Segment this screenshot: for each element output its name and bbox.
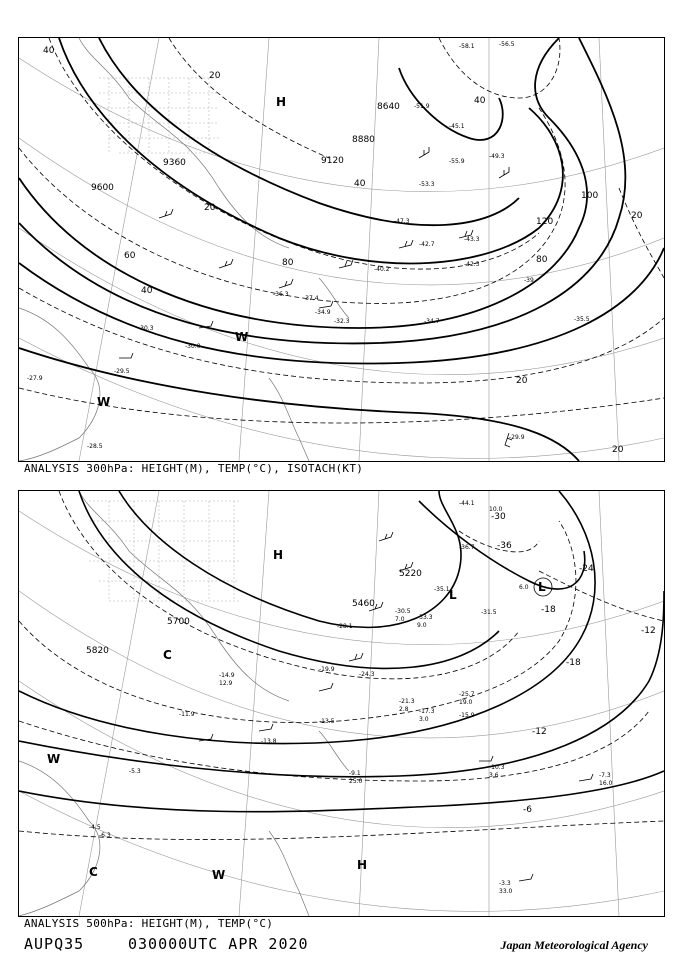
temp-label: -9.1	[349, 770, 361, 777]
temp-label: -42.3	[464, 261, 480, 268]
dewpoint-label: 3.6	[489, 772, 499, 779]
dewpoint-label: 19.0	[459, 699, 473, 706]
chart-code: AUPQ35	[24, 935, 85, 953]
isotach-label: 20	[631, 211, 643, 221]
warm-center-label: W	[97, 395, 111, 409]
temp-label: -40.2	[374, 266, 390, 273]
temp-label: -7.3	[599, 772, 611, 779]
map-500hpa	[18, 490, 665, 917]
temp-label: -27.9	[27, 375, 43, 382]
graticule	[19, 491, 664, 916]
temp-label: -29.9	[509, 434, 525, 441]
height-label: 5700	[167, 617, 190, 627]
temp-label: -39	[524, 277, 534, 284]
high-center-label: H	[273, 548, 284, 562]
temp-label: -45.1	[449, 123, 465, 130]
height-label: 5820	[86, 646, 109, 656]
temp-label: -47.3	[394, 218, 410, 225]
isotach-label: 20	[204, 203, 216, 213]
temp-label: -32.3	[334, 318, 350, 325]
dewpoint-label: 3.0	[419, 716, 429, 723]
isotach-label: 20	[612, 445, 624, 455]
temp-label: -17.3	[419, 708, 435, 715]
cold-center-label: C	[163, 648, 172, 662]
temp-label: -49.3	[489, 153, 505, 160]
panel-300-caption: ANALYSIS 300hPa: HEIGHT(M), TEMP(°C), ISOTACH(KT)	[24, 462, 364, 475]
temp-label: -31.5	[481, 609, 497, 616]
temp-label: -15.9	[459, 712, 475, 719]
temp-label: -36.7	[459, 544, 475, 551]
temp-label: -13.5	[319, 718, 335, 725]
temp-label: -43.3	[464, 236, 480, 243]
temp-label: -28.5	[87, 443, 103, 450]
isotherm-label: -18	[566, 658, 581, 668]
isotach-label: 40	[141, 286, 153, 296]
temperature-labels	[89, 500, 613, 895]
isotherm-label: -36	[497, 541, 512, 551]
dewpoint-label: 16.0	[599, 780, 613, 787]
temp-label: -4.5	[89, 824, 101, 831]
dewpoint-label: 7.0	[395, 616, 405, 623]
isotach-label: 20	[209, 71, 221, 81]
map-300hpa-canvas	[19, 38, 664, 461]
isotach-label: 100	[581, 191, 599, 201]
temp-label: -14.9	[219, 672, 235, 679]
temp-label: -25.7	[459, 691, 475, 698]
temp-label: -13.8	[261, 738, 277, 745]
temp-label: -6.3	[99, 832, 111, 839]
temp-label: -30.3	[138, 325, 154, 332]
dewpoint-label: 33.0	[499, 888, 513, 895]
temp-label: -35.1	[434, 586, 450, 593]
temp-label: -44.1	[459, 500, 475, 507]
isotach-label: 40	[474, 96, 486, 106]
height-label: 9120	[321, 156, 344, 166]
dewpoint-label: 12.9	[219, 680, 233, 687]
map-300hpa	[18, 37, 665, 462]
warm-center-label: W	[235, 330, 249, 344]
isotherm-label: -30	[491, 512, 506, 522]
height-label: 9360	[163, 158, 186, 168]
isotach-contours	[19, 38, 664, 423]
low-center-label: L	[538, 580, 546, 594]
height-label: 5460	[352, 599, 375, 609]
isotherm-label: -24	[579, 564, 594, 574]
temp-label: -21.3	[399, 698, 415, 705]
temp-label: -37.4	[303, 295, 319, 302]
temp-label: -56.5	[499, 41, 515, 48]
temp-label: -53.3	[419, 181, 435, 188]
isotherm-label: -12	[641, 626, 656, 636]
cold-center-label: C	[89, 865, 98, 879]
coastlines	[19, 38, 349, 461]
temp-label: -30.5	[395, 608, 411, 615]
warm-center-label: W	[47, 752, 61, 766]
temp-label: -28.1	[337, 623, 353, 630]
isotach-labels	[43, 46, 643, 455]
isotach-label: 40	[43, 46, 55, 56]
temp-label: -35.5	[574, 316, 590, 323]
high-center-label: H	[276, 95, 287, 109]
temp-label: -30.0	[185, 343, 201, 350]
warm-center-label: W	[212, 868, 226, 882]
height-contours	[19, 38, 664, 461]
temp-label: -3.3	[499, 880, 511, 887]
dewpoint-label: 9.0	[417, 622, 427, 629]
low-center-label: L	[449, 588, 457, 602]
isotach-label: 60	[124, 251, 136, 261]
isotherm-label: -12	[532, 727, 547, 737]
temp-label: -19.9	[319, 666, 335, 673]
temp-label: -34.9	[315, 309, 331, 316]
temp-label: -55.9	[449, 158, 465, 165]
temp-label: -51.9	[414, 103, 430, 110]
height-contours	[19, 491, 664, 812]
map-500hpa-canvas	[19, 491, 664, 916]
temp-label: -10.3	[489, 764, 505, 771]
hatched-region	[99, 78, 219, 153]
temp-label: -5.3	[129, 768, 141, 775]
temperature-labels	[27, 41, 590, 450]
high-center-label: H	[357, 858, 368, 872]
temp-label: -34.7	[424, 318, 440, 325]
dewpoint-label: 6.0	[519, 584, 529, 591]
dewpoint-label: 25.0	[349, 778, 363, 785]
temp-label: -36.3	[273, 291, 289, 298]
hatched-region	[89, 501, 239, 601]
temp-label: -24.3	[359, 671, 375, 678]
isotach-label: 80	[282, 258, 294, 268]
temp-label: -33.3	[417, 614, 433, 621]
isotach-label: 20	[516, 376, 528, 386]
wind-barbs	[199, 532, 593, 881]
panel-500-caption: ANALYSIS 500hPa: HEIGHT(M), TEMP(°C)	[24, 917, 274, 930]
isotach-label: 80	[536, 255, 548, 265]
height-label: 9600	[91, 183, 114, 193]
isotach-label: 40	[354, 179, 366, 189]
temp-label: -11.9	[179, 711, 195, 718]
valid-time: 030000UTC APR 2020	[128, 935, 309, 953]
agency-name: Japan Meteorological Agency	[500, 938, 648, 952]
dewpoint-label: 10.0	[489, 506, 503, 513]
height-label: 8880	[352, 135, 375, 145]
isotach-label: 120	[536, 217, 554, 227]
isotherm-label: -6	[523, 805, 532, 815]
height-label: 5220	[399, 569, 422, 579]
isotherm-label: -18	[541, 605, 556, 615]
dewpoint-label: 2.8	[399, 706, 409, 713]
temp-label: -29.5	[114, 368, 130, 375]
temp-label: -42.7	[419, 241, 435, 248]
height-label: 8640	[377, 102, 400, 112]
temp-label: -58.1	[459, 43, 475, 50]
